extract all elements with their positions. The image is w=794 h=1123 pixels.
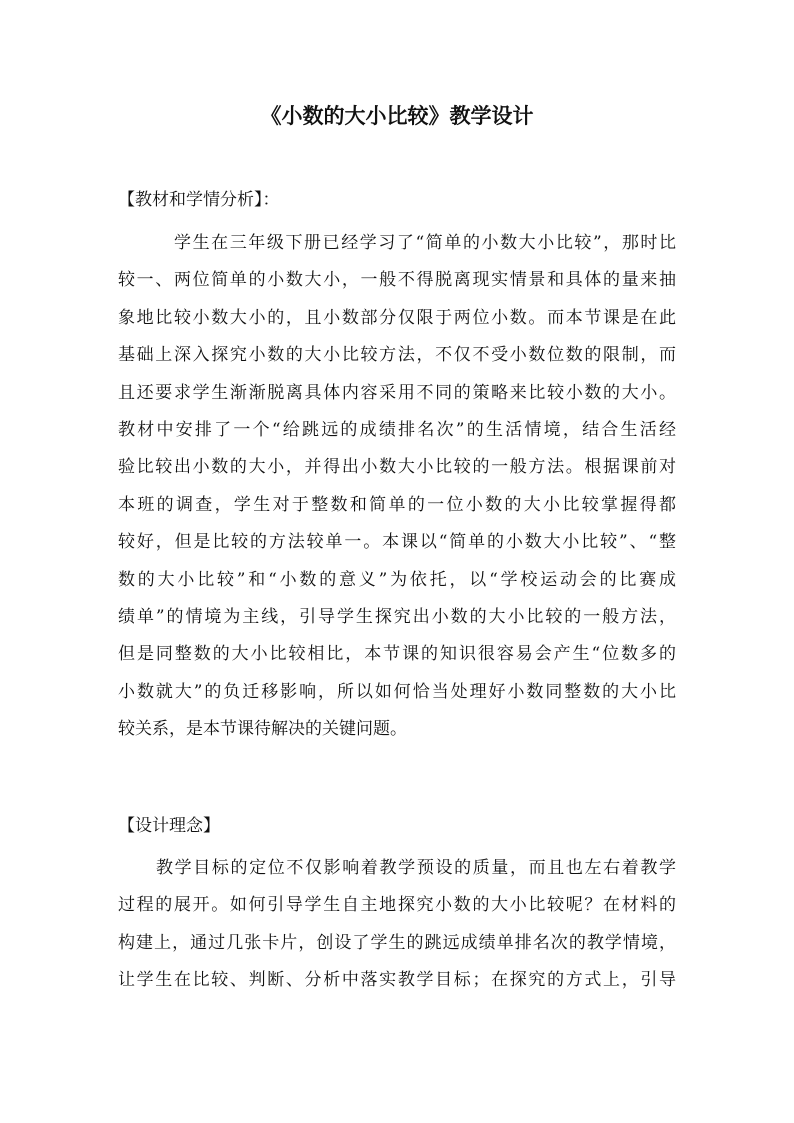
paragraph-line: 本班的调查，学生对于整数和简单的一位小数的大小比较掌握得都 xyxy=(118,494,676,515)
paragraph-design-concept xyxy=(118,850,676,1000)
paragraph-analysis xyxy=(118,225,676,748)
paragraph-line: 较关系，是本节课待解决的关键问题。 xyxy=(118,719,407,740)
section-heading-design-concept: 【设计理念】 xyxy=(118,816,220,836)
paragraph-line: 基础上深入探究小数的大小比较方法，不仅不受小数位数的限制，而 xyxy=(118,345,676,366)
paragraph-line: 教学目标的定位不仅影响着教学预设的质量，而且也左右着教学 xyxy=(156,858,676,878)
document-title: 《小数的大小比较》教学设计 xyxy=(260,103,534,128)
section-heading-analysis: 【教材和学情分析】： xyxy=(118,190,280,210)
paragraph-line: 学生在三年级下册已经学习了“简单的小数大小比较”，那时比 xyxy=(174,233,676,253)
paragraph-line: 验比较出小数的大小，并得出小数大小比较的一般方法。根据课前对 xyxy=(118,457,676,478)
paragraph-line: 较好，但是比较的方法较单一。本课以“简单的小数大小比较”、“整 xyxy=(118,532,676,553)
paragraph-line: 过程的展开。如何引导学生自主地探究小数的大小比较呢？在材料的 xyxy=(118,895,676,916)
paragraph-line: 且还要求学生渐渐脱离具体内容采用不同的策略来比较小数的大小。 xyxy=(118,382,676,403)
paragraph-line: 较一、两位简单的小数大小，一般不得脱离现实情景和具体的量来抽 xyxy=(118,270,676,291)
paragraph-line: 教材中安排了一个“给跳远的成绩排名次”的生活情境，结合生活经 xyxy=(118,419,676,440)
paragraph-line: 构建上，通过几张卡片，创设了学生的跳远成绩单排名次的教学情境， xyxy=(118,932,676,953)
paragraph-line: 绩单”的情境为主线，引导学生探究出小数的大小比较的一般方法， xyxy=(118,606,676,627)
paragraph-line: 让学生在比较、判断、分析中落实教学目标；在探究的方式上，引导 xyxy=(118,970,676,991)
paragraph-line: 象地比较小数大小的，且小数部分仅限于两位小数。而本节课是在此 xyxy=(118,307,676,328)
paragraph-line: 但是同整数的大小比较相比，本节课的知识很容易会产生“位数多的 xyxy=(118,644,676,665)
paragraph-line: 数的大小比较”和“小数的意义”为依托，以“学校运动会的比赛成 xyxy=(118,569,676,590)
paragraph-line: 小数就大”的负迁移影响，所以如何恰当处理好小数同整数的大小比 xyxy=(118,681,676,702)
